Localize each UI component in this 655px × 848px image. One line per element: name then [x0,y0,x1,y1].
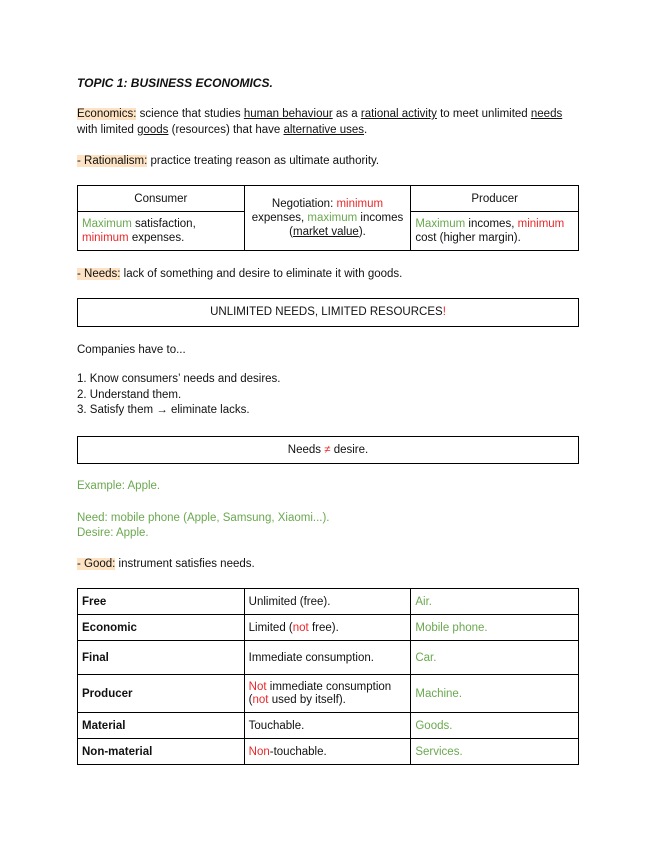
table-row [78,589,579,615]
goods-type-cell: Economic [78,615,245,641]
list-item: 2. Understand them. [77,388,182,401]
needs-vs-desire-box: Needs ≠ desire. [77,436,579,464]
goods-table [77,588,579,765]
economics-definition: Economics: science that studies human behaviour as a rational activity to meet unlimited needs with limited goods (resources) that have alternative uses. [77,108,563,136]
goods-desc-cell: Limited (not free). [244,615,411,641]
needs-term: - Needs: [77,268,121,280]
goods-type-cell: Material [78,713,245,739]
economics-term: Economics: [77,108,137,120]
example-desire: Desire: Apple. [77,527,149,539]
list-item: 3. Satisfy them → eliminate lacks. [77,404,250,416]
steps-list [77,372,579,419]
example-need: Need: mobile phone (Apple, Samsung, Xiaomi...). [77,512,330,524]
goods-example-cell: Mobile phone. [411,615,579,641]
goods-example-cell: Air. [411,589,579,615]
goods-example-cell: Services. [411,739,579,765]
rationalism-definition: - Rationalism: practice treating reason as ultimate authority. [77,155,380,167]
goods-desc-cell: Immediate consumption. [244,641,411,675]
example-line: Example: Apple. [77,480,161,492]
unlimited-needs-box: UNLIMITED NEEDS, LIMITED RESOURCES! [77,298,579,327]
list-item: 1. Know consumers’ needs and desires. [77,373,281,385]
goods-type-cell: Non-material [78,739,245,765]
needs-definition: - Needs: lack of something and desire to eliminate it with goods. [77,268,403,280]
goods-desc-cell: Touchable. [244,713,411,739]
goods-example-cell: Goods. [411,713,579,739]
goods-type-cell: Producer [78,675,245,713]
table-row [78,615,579,641]
table-row [78,739,579,765]
good-definition: - Good: instrument satisfies needs. [77,558,255,570]
goods-example-cell: Car. [411,641,579,675]
consumer-producer-table [77,185,579,251]
rationalism-term: - Rationalism: [77,155,148,167]
companies-intro: Companies have to... [77,344,186,356]
goods-desc-cell: Non-touchable. [244,739,411,765]
table-row [78,641,579,675]
goods-type-cell: Free [78,589,245,615]
producer-header: Producer [411,186,579,212]
table-row [78,713,579,739]
consumer-cell: Maximum satisfaction, minimum expenses. [78,212,245,251]
consumer-header: Consumer [78,186,245,212]
page-title: TOPIC 1: BUSINESS ECONOMICS. [77,76,273,90]
good-term: - Good: [77,558,116,570]
goods-desc-cell: Unlimited (free). [244,589,411,615]
goods-type-cell: Final [78,641,245,675]
negotiation-cell: Negotiation: minimum expenses, maximum incomes (market value). [244,186,411,251]
producer-cell: Maximum incomes, minimum cost (higher margin). [411,212,579,251]
goods-desc-cell: Not immediate consumption (not used by itself). [244,675,411,713]
goods-example-cell: Machine. [411,675,579,713]
table-row [78,675,579,713]
